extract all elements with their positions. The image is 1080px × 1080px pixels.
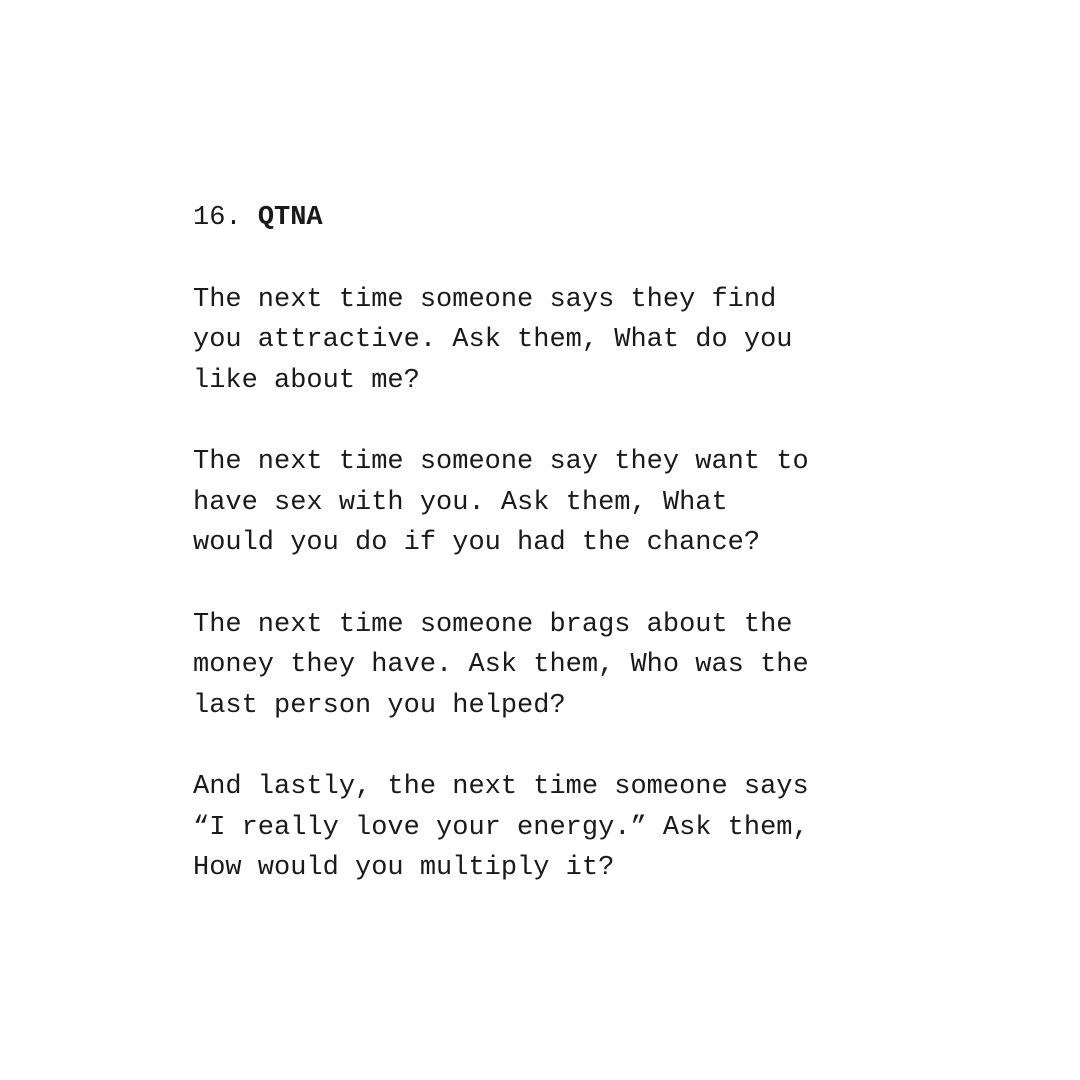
section-heading bbox=[193, 198, 953, 239]
section-number: 16. bbox=[193, 203, 242, 233]
paragraph-line: like about me? bbox=[193, 365, 420, 396]
paragraph-sex bbox=[193, 442, 953, 564]
post-text-card bbox=[193, 198, 953, 930]
paragraph-line: would you do if you had the chance? bbox=[193, 528, 761, 558]
paragraph-line: The next time someone say they want to bbox=[193, 447, 809, 477]
paragraph-line: The next time someone brags about the bbox=[193, 609, 793, 640]
paragraph-line: last person you helped? bbox=[193, 690, 566, 721]
paragraph-money bbox=[193, 605, 953, 727]
paragraph-attractive bbox=[193, 280, 953, 402]
paragraph-line: have sex with you. Ask them, What bbox=[193, 487, 728, 518]
paragraph-line: you attractive. Ask them, What do you bbox=[193, 325, 793, 355]
paragraph-line: And lastly, the next time someone says bbox=[193, 772, 809, 802]
paragraph-line: money they have. Ask them, Who was the bbox=[193, 650, 809, 680]
section-title: QTNA bbox=[257, 203, 323, 233]
paragraph-energy bbox=[193, 767, 953, 889]
paragraph-line: The next time someone says they find bbox=[193, 284, 777, 315]
paragraph-line: How would you multiply it? bbox=[193, 853, 615, 883]
paragraph-line: “I really love your energy.” Ask them, bbox=[193, 812, 809, 843]
